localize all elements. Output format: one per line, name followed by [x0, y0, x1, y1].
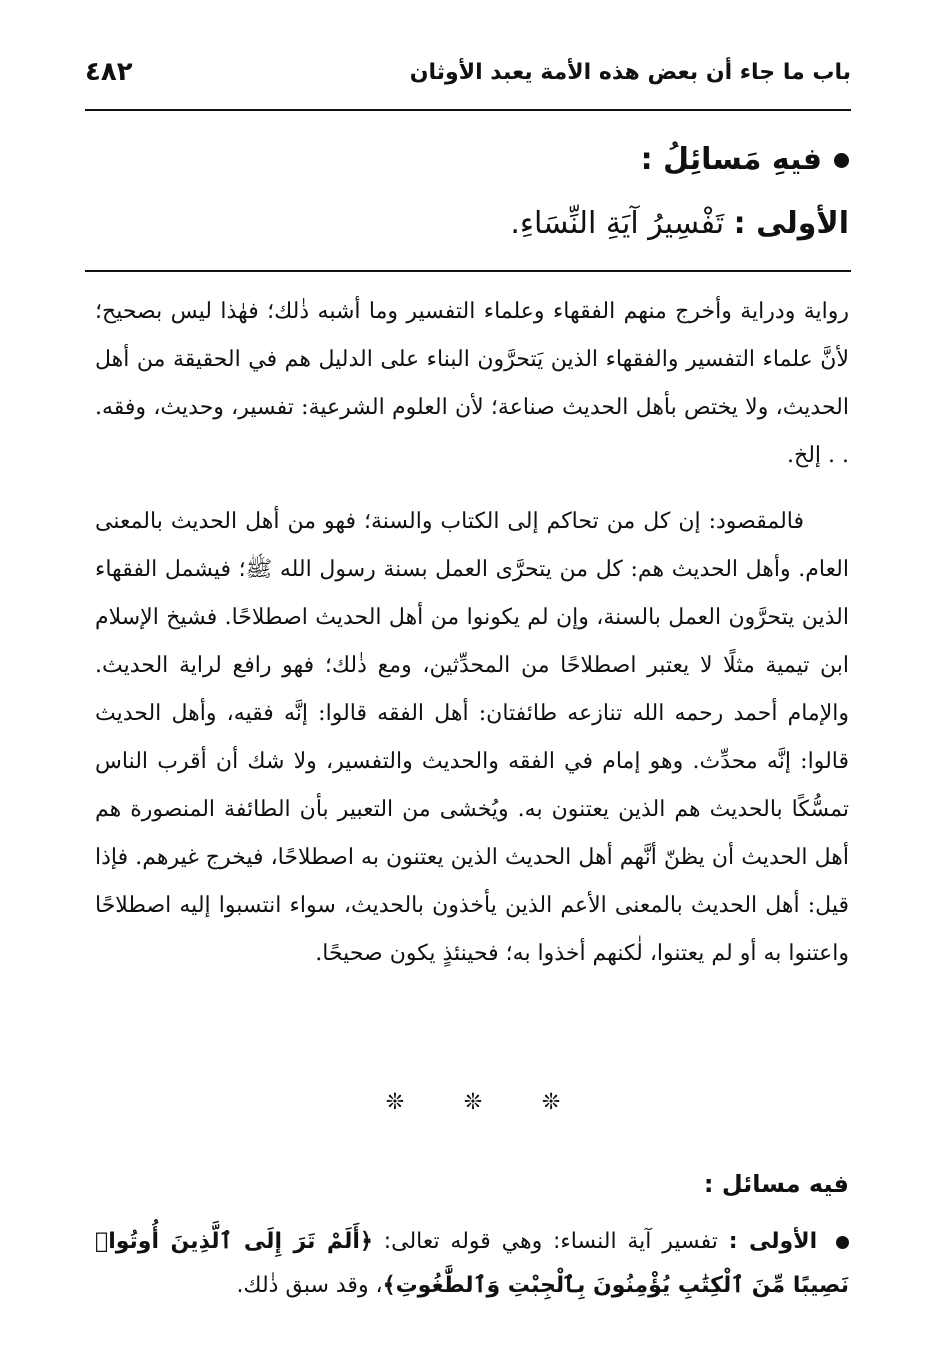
first-issue — [110, 194, 849, 254]
issues-heading — [110, 132, 849, 188]
commentary-paragraph-2: فالمقصود: إن كل من تحاكم إلى الكتاب والسنة؛ فهو من أهل الحديث بالمعنى العام. وأهل الحديث هم: كل من يتحرَّى العمل بسنة رسول الله ﷺ؛ فيشمل الفقهاء الذين يتحرَّون العمل بالسنة، وإن لم يكونوا من أهل الحديث اصطلاحًا. فشيخ الإسلام ابن تيمية مثلًا لا يعتبر اصطلاحًا من المحدِّثين، ومع ذٰلك؛ فهو رافع لراية الحديث. والإمام أحمد رحمه الله تنازعه طائفتان: أهل الفقه قالوا: إنَّه فقيه، وأهل الحديث قالوا: إنَّه محدِّث. وهو إمام في الفقه والحديث والتفسير، ولا شك أن أقرب الناس تمسُّكًا بالحديث هم الذين يعتنون به. ويُخشى من التعبير بأن الطائفة المنصورة هم أهل الحديث أن يظنّ أنَّهم أهل الحديث الذين يعتنون به اصطلاحًا، فيخرج غيرهم. فإذا قيل: أهل الحديث بالمعنى الأعم الذين يأخذون بالحديث، سواء انتسبوا إليه اصطلاحًا واعتنوا به أو لم يعتنوا، لٰكنهم أخذوا به؛ فحينئذٍ يكون صحيحًا. — [95, 509, 849, 966]
issues-summary-label: الأولى : — [728, 1229, 818, 1254]
commentary-paragraph-1: رواية ودراية وأخرج منهم الفقهاء وعلماء التفسير وما أشبه ذٰلك؛ فهٰذا ليس بصحيح؛ لأنَّ علماء التفسير والفقهاء الذين يَتحرَّون البناء على الدليل هم في الحقيقة من أهل الحديث، ولا يختص بأهل الحديث صناعة؛ لأن العلوم الشرعية: تفسير، وحديث، وفقه. . . إلخ. — [95, 299, 849, 468]
page-header — [85, 50, 851, 94]
commentary-text — [95, 288, 849, 978]
issues-block — [110, 132, 849, 254]
page-number: ٤٨٢ — [85, 57, 133, 87]
first-issue-text: تَفْسِيرُ آيَةِ النِّسَاءِ. — [510, 206, 725, 241]
bullet-icon — [836, 1236, 849, 1249]
header-rule — [85, 109, 851, 111]
section-separator: ❊ ❊ ❊ — [385, 1090, 587, 1115]
issues-summary-heading: فيه مسائل : — [703, 1170, 849, 1198]
issues-summary — [95, 1160, 849, 1308]
issues-heading-text: فيهِ مَسائِلُ : — [640, 142, 822, 177]
issues-summary-body — [95, 1220, 849, 1308]
first-issue-label: الأولى : — [733, 206, 849, 241]
commentary-rule — [85, 270, 851, 272]
bullet-icon — [834, 153, 849, 168]
running-title: باب ما جاء أن بعض هذه الأمة يعبد الأوثان — [409, 59, 851, 85]
quran-verse: ﴿أَلَمْ تَرَ إِلَى ٱلَّذِينَ أُوتُوا۟ نَصِيبًا مِّنَ ٱلْكِتَٰبِ يُؤْمِنُونَ بِٱلْجِبْتِ وَٱلطَّٰغُوتِ﴾ — [95, 1229, 849, 1298]
issues-summary-intro: تفسير آية النساء: وهي قوله تعالى: — [383, 1229, 718, 1254]
issues-summary-outro: ، وقد سبق ذٰلك. — [236, 1273, 383, 1298]
